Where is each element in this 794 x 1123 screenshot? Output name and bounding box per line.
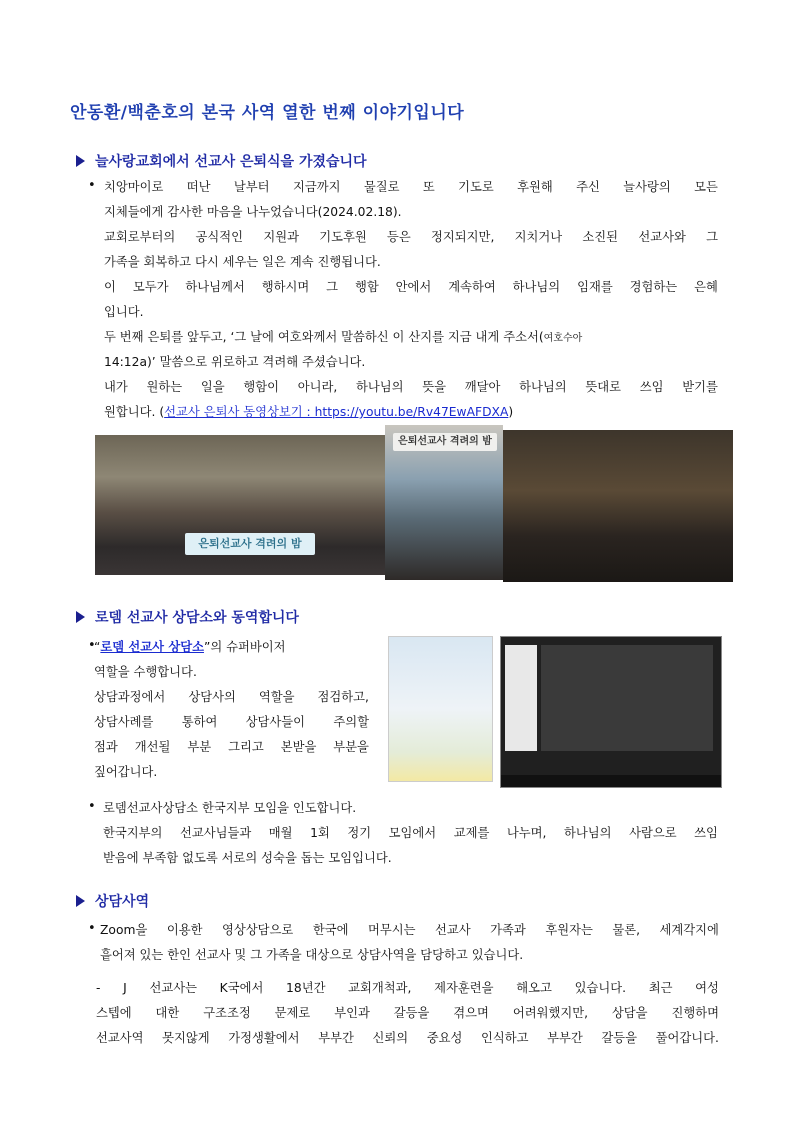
word: 하나님께서 [185, 280, 245, 294]
word: 이 [104, 280, 116, 294]
word: 또 [422, 180, 435, 194]
word: 스텝에 [96, 1006, 132, 1020]
word: 하나님의 [519, 380, 567, 394]
word: 후원자는 [545, 923, 593, 937]
text-line [94, 710, 369, 735]
word: 내가 [104, 380, 128, 394]
word: 매월 [268, 826, 293, 840]
word: 점과 [94, 740, 118, 754]
word: 본받을 [280, 740, 317, 754]
text-line: 역할을 수행합니다. [94, 665, 197, 679]
bullet-dot: • [88, 799, 96, 814]
word: 지치거나 [514, 230, 563, 244]
word: 쓰임 [694, 826, 718, 840]
word: 최근 [648, 981, 673, 995]
text-line [103, 821, 718, 846]
arrow-icon [76, 611, 85, 623]
word: 역할을 [258, 690, 295, 704]
word: 통하여 [181, 715, 218, 729]
event-banner: 은퇴선교사 격려의 밤 [393, 433, 497, 451]
word: 여성 [695, 981, 719, 995]
word: 사람으로 [629, 826, 677, 840]
section-heading-text: 로뎀 선교사 상담소와 동역합니다 [95, 610, 299, 626]
text-line: 가족을 회복하고 다시 세우는 일은 계속 진행됩니다. [104, 255, 381, 269]
word: 가정생활에서 [228, 1031, 300, 1045]
video-grid [541, 645, 713, 751]
word: 물질로 [363, 180, 400, 194]
word: 모임에서 [388, 826, 437, 840]
taskbar [501, 775, 721, 787]
word: 상담과정에서 [94, 690, 166, 704]
congregation-photo [503, 430, 733, 582]
word: 깨달아 [464, 380, 501, 394]
section3-body [100, 918, 719, 968]
word: 선교사 [435, 923, 471, 937]
word: 주신 [576, 180, 600, 194]
word: 하나님의 [512, 280, 561, 294]
word: 모든 [694, 180, 718, 194]
text-line [96, 1001, 719, 1026]
section-heading-counseling [76, 891, 149, 911]
word: 풀어갑니다. [655, 1031, 719, 1045]
word: 등은 [387, 230, 411, 244]
section2-body-cont [94, 660, 369, 785]
word: 행함이 [243, 380, 280, 394]
text-line: 흩어져 있는 한인 선교사 및 그 가족을 대상으로 상담사역을 담당하고 있습니다. [100, 948, 524, 962]
section2-bullet2-body [103, 821, 718, 871]
word: 있습니다. [574, 981, 626, 995]
word: 행하시며 [261, 280, 310, 294]
text-line [104, 400, 718, 425]
word: 일을 [200, 380, 225, 394]
word: 진행하며 [671, 1006, 719, 1020]
word: 상담사의 [188, 690, 236, 704]
word: 못지않게 [162, 1031, 210, 1045]
bullet-dot: • [88, 638, 96, 653]
word: 한국에 [312, 923, 349, 937]
word: 머무시는 [367, 923, 416, 937]
event-banner: 은퇴선교사 격려의 밤 [185, 533, 315, 555]
section2-bullet2 [103, 796, 718, 821]
program-sheet-image [388, 636, 493, 782]
text-line [96, 1026, 719, 1051]
text-line [94, 685, 369, 710]
text-line [94, 735, 369, 760]
word: 행함 [354, 280, 379, 294]
word: 기도후원 [319, 230, 367, 244]
word: 원하는 [146, 380, 183, 394]
word: 치앙마이로 [104, 180, 164, 194]
word: 부분을 [333, 740, 369, 754]
word: J [123, 981, 127, 995]
word: 1회 [310, 826, 330, 840]
word: 계속하여 [448, 280, 496, 294]
word: 지원과 [263, 230, 299, 244]
word: 세계각지에 [659, 923, 719, 937]
text-line [94, 635, 369, 660]
text-span: 두 번째 은퇴를 앞두고, ‘그 날에 여호와께서 말씀하신 이 산지를 지금 내게 주소서( [104, 330, 544, 344]
word: 해오고 [516, 981, 552, 995]
section2-body [94, 635, 369, 660]
word: 아니라, [297, 380, 338, 394]
text-line [96, 976, 719, 1001]
word: 18년간 [286, 981, 326, 995]
word: 상담사들이 [245, 715, 306, 729]
word: 구조조정 [203, 1006, 251, 1020]
word: 기도로 [458, 180, 494, 194]
word: 소진된 [582, 230, 619, 244]
word: 떠난 [186, 180, 211, 194]
word: 그 [706, 230, 718, 244]
word: K국에서 [219, 981, 264, 995]
word: 점검하고, [317, 690, 369, 704]
text-line [104, 275, 718, 300]
word: 겪으며 [453, 1006, 489, 1020]
page-title: 안동환/백춘호의 본국 사역 열한 번째 이야기입니다 [70, 103, 465, 123]
word: 주의할 [333, 715, 369, 729]
word: 부부간 [547, 1031, 583, 1045]
word: 정지되지만, [431, 230, 495, 244]
word: 한국지부의 [103, 826, 163, 840]
arrow-icon [76, 895, 85, 907]
arrow-icon [76, 155, 85, 167]
quote-mark: “ [94, 640, 101, 654]
section-heading-text: 늘사랑교회에서 선교사 은퇴식을 가졌습니다 [95, 154, 367, 170]
text-line: 입니다. [104, 305, 144, 319]
text-line: 로뎀선교사상담소 한국지부 모임을 인도합니다. [103, 801, 357, 815]
section-heading-retirement [76, 151, 367, 171]
word: 개선될 [134, 740, 171, 754]
section-heading-text: 상담사역 [95, 894, 150, 910]
word: 문제로 [274, 1006, 311, 1020]
word: 뜻대로 [585, 380, 622, 394]
word: 부부간 [318, 1031, 354, 1045]
stage-photo [385, 425, 503, 580]
word: 선교사는 [149, 981, 197, 995]
word: Zoom을 [100, 923, 148, 937]
word: 영상상담으로 [222, 923, 294, 937]
zoom-meeting-screenshot [500, 636, 722, 788]
word: 모두가 [132, 280, 169, 294]
word: 갈등을 [601, 1031, 638, 1045]
word: 선교사님들과 [179, 826, 252, 840]
word: 받기를 [682, 380, 718, 394]
word: 선교사역 [96, 1031, 144, 1045]
word: 가족과 [490, 923, 526, 937]
text-line: 지체들에게 감사한 마음을 나누었습니다(2024.02.18). [104, 205, 402, 219]
word: 그 [326, 280, 339, 294]
text-line: 14:12a)’ 말씀으로 위로하고 격려해 주셨습니다. [104, 355, 366, 369]
word: 선교사와 [638, 230, 686, 244]
section3-case [96, 976, 719, 1051]
word: 안에서 [395, 280, 432, 294]
text-span: 원합니다. ( [104, 405, 165, 419]
word: - [96, 981, 101, 995]
word: 은혜 [694, 280, 718, 294]
word: 제자훈련을 [434, 981, 494, 995]
text-span: ”의 슈퍼바이저 [203, 640, 286, 654]
word: 신뢰의 [372, 1031, 409, 1045]
word: 대한 [155, 1006, 180, 1020]
word: 날부터 [233, 180, 270, 194]
word: 그리고 [228, 740, 264, 754]
text-line [104, 225, 718, 250]
word: 중요성 [426, 1031, 463, 1045]
word: 하나님의 [564, 826, 612, 840]
word: 부인과 [334, 1006, 370, 1020]
word: 이용한 [166, 923, 203, 937]
text-line: 받음에 부족함 없도록 서로의 성숙을 돕는 모임입니다. [103, 851, 392, 865]
word: 상담을 [611, 1006, 648, 1020]
word: 늘사랑의 [623, 180, 671, 194]
word: 나누며, [506, 826, 547, 840]
bullet-dot: • [88, 921, 96, 936]
word: 하나님의 [356, 380, 404, 394]
word: 교회개척과, [348, 981, 412, 995]
word: 인식하고 [480, 1031, 529, 1045]
word: 임재를 [577, 280, 613, 294]
word: 교제를 [453, 826, 490, 840]
verse-reference: 여호수아 [543, 333, 583, 344]
word: 쓰임 [639, 380, 664, 394]
word: 공식적인 [195, 230, 244, 244]
word: 교회로부터의 [104, 230, 176, 244]
group-photo [95, 435, 385, 575]
word: 어려워했지만, [512, 1006, 589, 1020]
word: 물론, [612, 923, 641, 937]
word: 정기 [347, 826, 372, 840]
text-span [94, 635, 286, 660]
word: 갈등을 [393, 1006, 430, 1020]
text-line [104, 375, 718, 400]
word: 상담사례를 [94, 715, 154, 729]
rodem-link[interactable]: 로뎀 선교사 상담소 [100, 640, 204, 654]
text-line [100, 918, 719, 943]
word: 경험하는 [629, 280, 678, 294]
bullet-dot: • [88, 178, 96, 193]
section1-body [104, 175, 718, 425]
text-span: ) [508, 405, 514, 419]
word: 뜻을 [422, 380, 447, 394]
text-line [104, 175, 718, 200]
side-panel [505, 645, 537, 751]
word: 후원해 [517, 180, 553, 194]
text-line: 짚어갑니다. [94, 765, 158, 779]
text-line [104, 325, 718, 350]
word: 부분 [187, 740, 212, 754]
video-link[interactable]: 선교사 은퇴사 동영상보기 : https://youtu.be/Rv47EwAFDXA [164, 405, 509, 419]
word: 지금까지 [292, 180, 341, 194]
section-heading-rodem [76, 607, 299, 627]
